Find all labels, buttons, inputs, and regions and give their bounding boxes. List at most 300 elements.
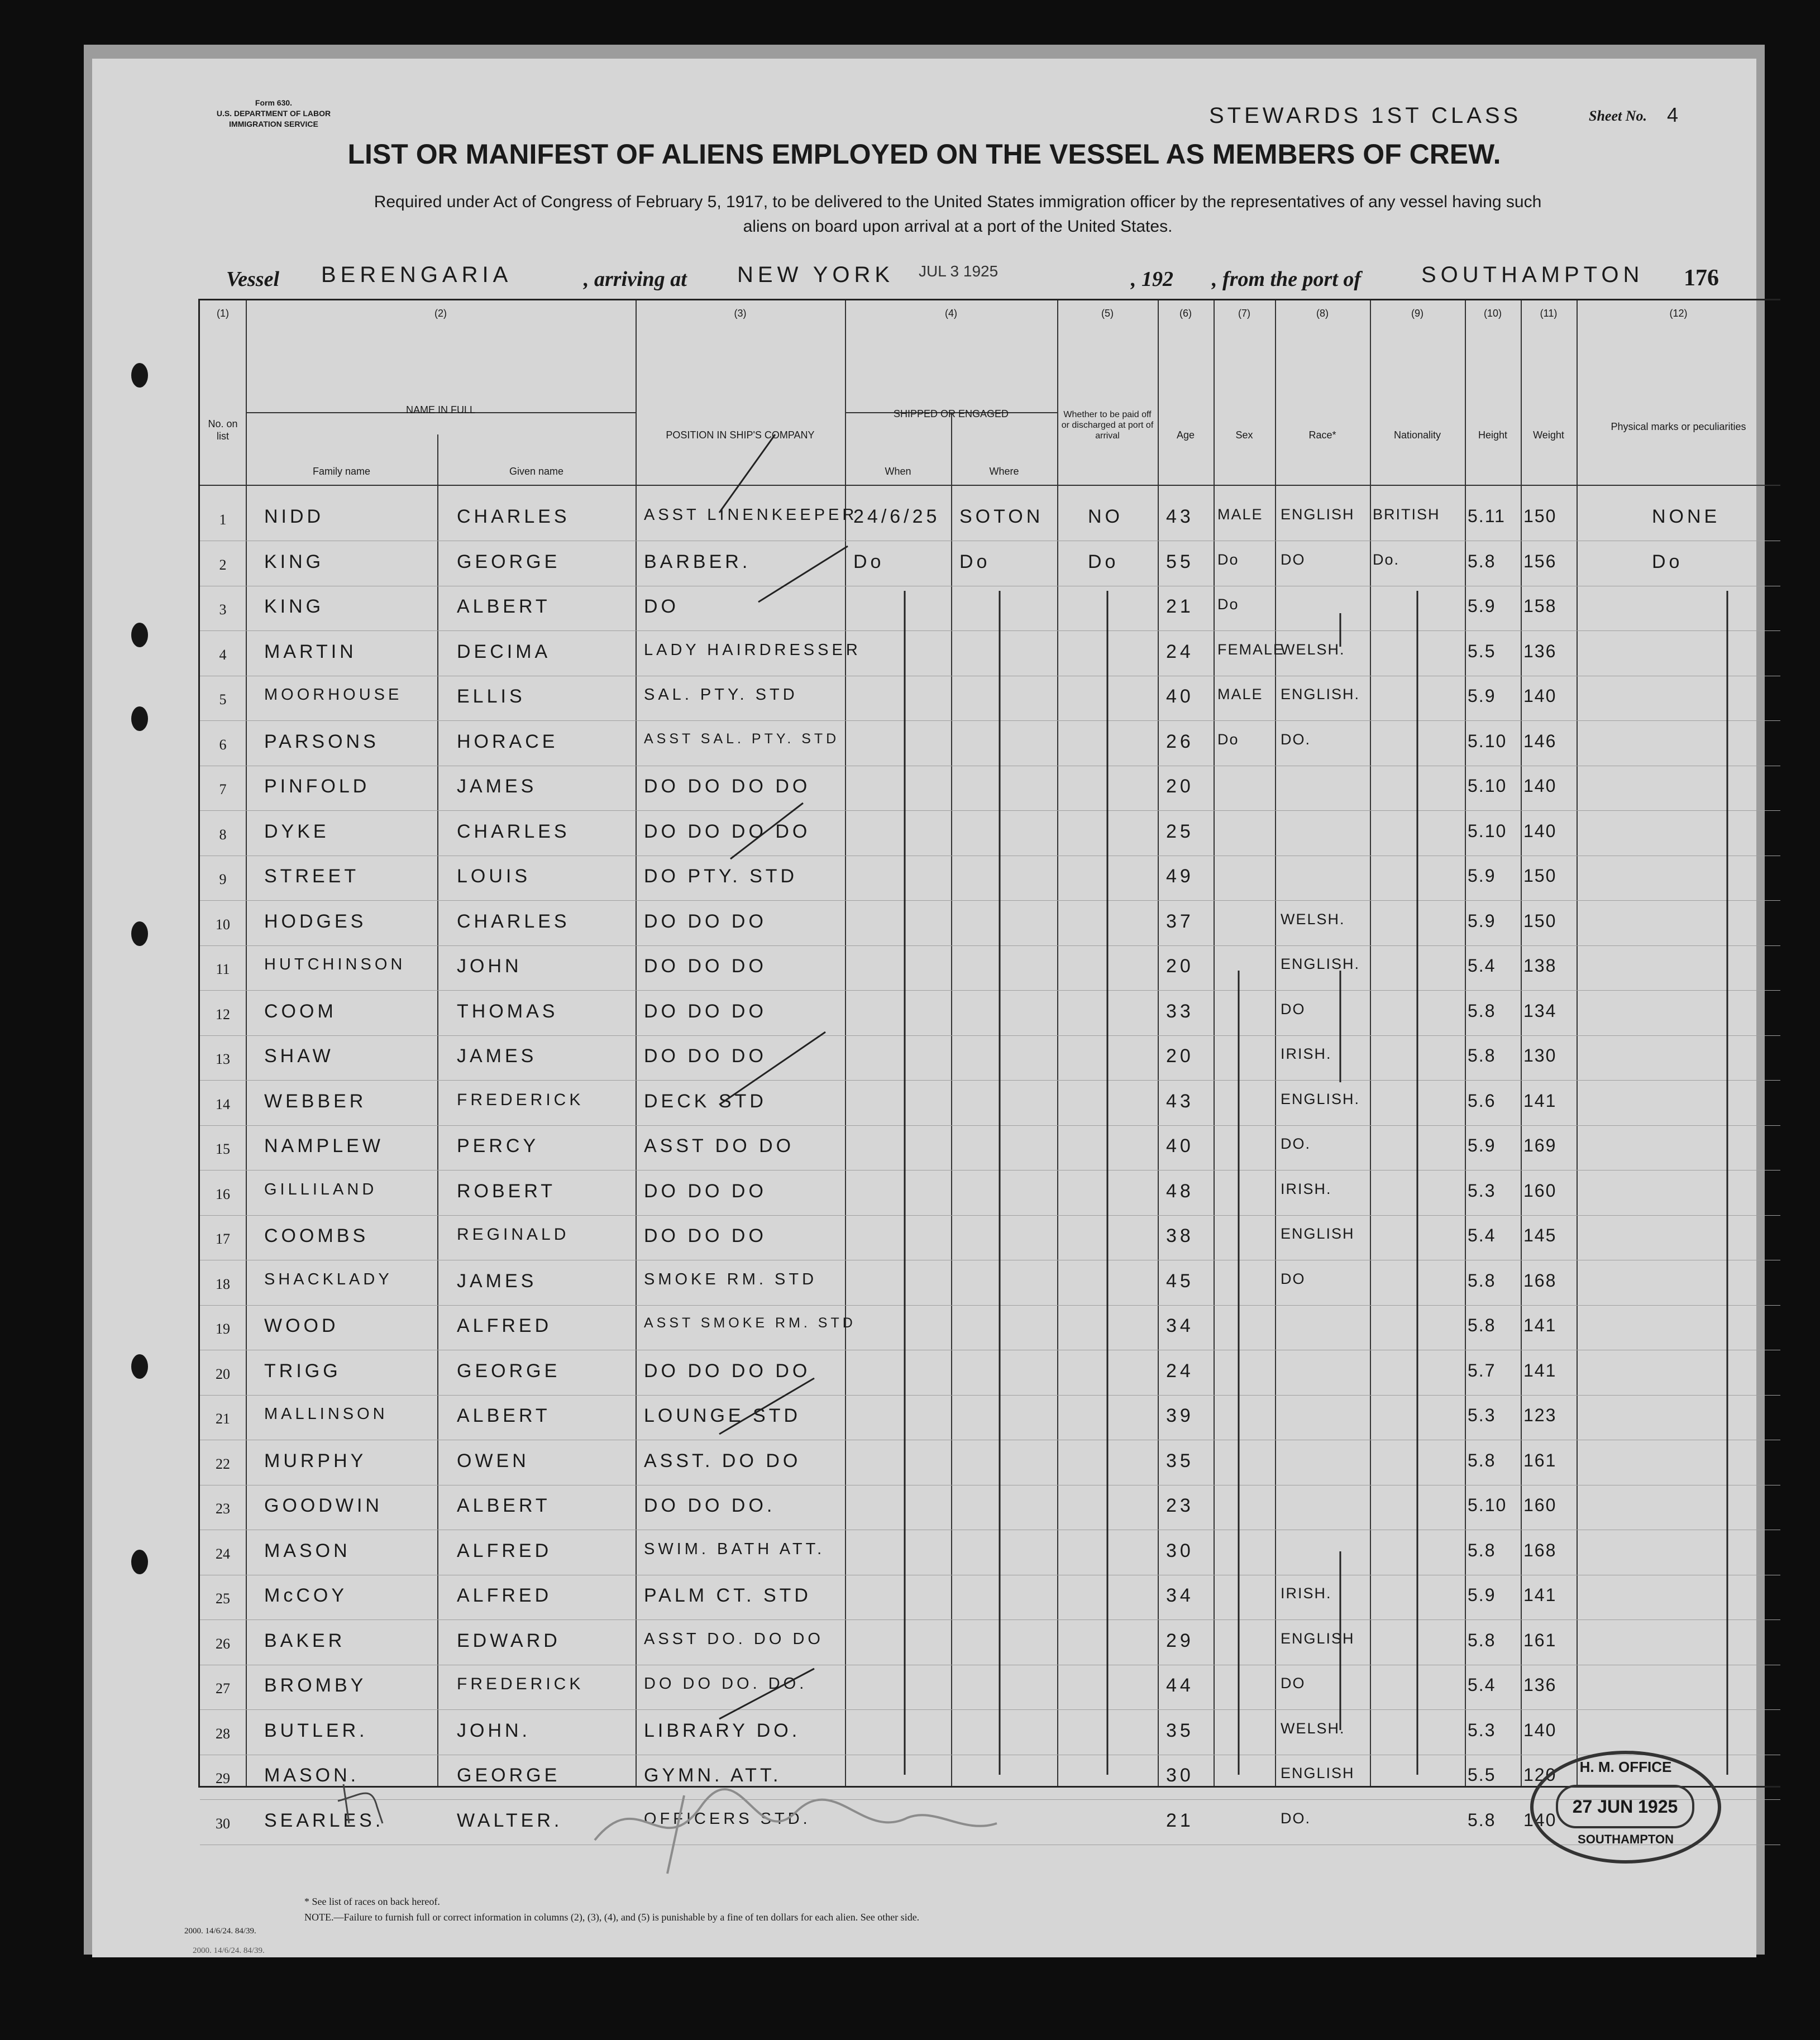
row-number: 23 [216, 1501, 230, 1517]
race: DO. [1281, 1809, 1311, 1827]
age: 49 [1166, 866, 1194, 887]
age: 34 [1166, 1585, 1194, 1606]
weight: 141 [1523, 1360, 1557, 1380]
shipped-where: SOTON [959, 506, 1044, 527]
sheet-label: Sheet No. [1589, 108, 1647, 124]
header-paid-off: Whether to be paid off or discharged at port of arrival [1061, 410, 1154, 441]
row-number: 12 [216, 1006, 230, 1023]
age: 26 [1166, 730, 1194, 752]
stamp-place: SOUTHAMPTON [1578, 1832, 1674, 1846]
given-name: FREDERICK [457, 1675, 584, 1693]
physical-marks: Do [1652, 551, 1683, 572]
given-name: GEORGE [457, 551, 561, 572]
header-where: Where [989, 466, 1019, 477]
given-name: HORACE [457, 730, 558, 752]
department: U.S. DEPARTMENT OF LABOR [216, 109, 331, 118]
subtitle-line-2: aliens on board upon arrival at a port of the United States. [743, 217, 1173, 236]
subtitle-line-1: Required under Act of Congress of February 5, 1917, to be delivered to the United States immigration officer by the representatives of any vessel having such [374, 193, 1542, 211]
height: 5.8 [1468, 1450, 1496, 1470]
given-name: ALBERT [457, 596, 551, 617]
given-name: ALBERT [457, 1405, 551, 1426]
height: 5.4 [1468, 1225, 1496, 1245]
sex: Do [1217, 596, 1239, 613]
given-name: FREDERICK [457, 1090, 584, 1109]
header-position: POSITION IN SHIP'S COMPANY [666, 429, 815, 441]
race: IRISH. [1281, 1045, 1332, 1062]
height: 5.8 [1468, 1270, 1496, 1291]
position: ASST DO. DO DO [644, 1630, 824, 1648]
given-name: JAMES [457, 1045, 537, 1067]
position: DO DO DO DO [644, 1360, 811, 1382]
race: WELSH. [1281, 910, 1345, 928]
position: DO DO DO [644, 1045, 767, 1067]
position: ASST. DO DO [644, 1450, 801, 1472]
age: 20 [1166, 1045, 1194, 1067]
race: IRISH. [1281, 1180, 1332, 1197]
weight: 141 [1523, 1090, 1557, 1111]
row-number: 20 [216, 1365, 230, 1382]
family-name: KING [264, 551, 324, 572]
race: ENGLISH. [1281, 1090, 1360, 1107]
position: LADY HAIRDRESSER [644, 641, 861, 659]
row-number: 18 [216, 1275, 230, 1292]
age: 35 [1166, 1719, 1194, 1741]
print-code: 2000. 14/6/24. 84/39. [193, 1946, 265, 1955]
row-number: 2 [219, 556, 227, 573]
given-name: REGINALD [457, 1225, 570, 1244]
year-label: , 192 [1131, 267, 1173, 291]
age: 55 [1166, 551, 1194, 572]
row-number: 16 [216, 1186, 230, 1202]
punch-hole [131, 623, 148, 647]
height: 5.9 [1468, 866, 1496, 886]
position: SMOKE RM. STD [644, 1270, 818, 1288]
age: 37 [1166, 910, 1194, 932]
arriving-label: , arriving at [584, 267, 687, 291]
family-name: MALLINSON [264, 1405, 388, 1423]
stamp-office: H. M. OFFICE [1579, 1759, 1672, 1775]
col-num-12: (12) [1669, 308, 1688, 319]
family-name: NAMPLEW [264, 1135, 384, 1157]
age: 33 [1166, 1000, 1194, 1022]
age: 23 [1166, 1495, 1194, 1516]
family-name: BUTLER. [264, 1719, 368, 1741]
given-name: EDWARD [457, 1630, 561, 1651]
position: DO [644, 596, 679, 617]
row-number: 28 [216, 1725, 230, 1742]
race: DO [1281, 1270, 1306, 1287]
age: 34 [1166, 1315, 1194, 1336]
form-number: Form 630. [255, 98, 293, 107]
height: 5.5 [1468, 1765, 1496, 1785]
row-number: 3 [219, 601, 227, 618]
weight: 161 [1523, 1630, 1557, 1650]
col-num-2: (2) [434, 308, 447, 319]
position: SWIM. BATH ATT. [644, 1540, 825, 1558]
family-name: COOMBS [264, 1225, 369, 1246]
race: ENGLISH [1281, 1630, 1355, 1647]
weight: 169 [1523, 1135, 1557, 1155]
weight: 136 [1523, 1675, 1557, 1695]
header-weight: Weight [1533, 429, 1564, 441]
col-num-6: (6) [1179, 308, 1192, 319]
nationality: BRITISH [1373, 506, 1440, 523]
weight: 150 [1523, 910, 1557, 931]
row-number: 7 [219, 781, 227, 797]
height: 5.7 [1468, 1360, 1496, 1380]
given-name: ALFRED [457, 1585, 552, 1606]
position: PALM CT. STD [644, 1585, 811, 1606]
subtitle [204, 190, 1712, 239]
weight: 140 [1523, 686, 1557, 706]
col-num-4: (4) [945, 308, 957, 319]
col-num-9: (9) [1411, 308, 1423, 319]
height: 5.8 [1468, 1000, 1496, 1021]
race: DO [1281, 551, 1306, 568]
height: 5.11 [1468, 506, 1506, 526]
given-name: JOHN [457, 955, 522, 977]
weight: 138 [1523, 955, 1557, 976]
given-name: PERCY [457, 1135, 539, 1157]
nationality: Do. [1373, 551, 1400, 568]
position: DECK STD [644, 1090, 767, 1112]
weight: 168 [1523, 1270, 1557, 1291]
age: 38 [1166, 1225, 1194, 1246]
height: 5.10 [1468, 1495, 1507, 1515]
office-stamp [1530, 1751, 1721, 1864]
header-nationality: Nationality [1393, 429, 1441, 441]
position: ASST LINENKEEPER [644, 506, 858, 524]
age: 30 [1166, 1540, 1194, 1561]
weight: 168 [1523, 1540, 1557, 1560]
position: OFFICERS STD. [644, 1809, 811, 1828]
age: 44 [1166, 1675, 1194, 1696]
row-number: 5 [219, 691, 227, 708]
continuation-lines [200, 300, 1780, 1786]
height: 5.8 [1468, 1540, 1496, 1560]
family-name: MASON. [264, 1765, 360, 1786]
page-title: LIST OR MANIFEST OF ALIENS EMPLOYED ON THE VESSEL AS MEMBERS OF CREW. [347, 138, 1501, 170]
position: DO DO DO. DO. [644, 1675, 808, 1693]
height: 5.4 [1468, 955, 1496, 976]
vessel-label: Vessel [226, 267, 279, 291]
family-name: WOOD [264, 1315, 339, 1336]
shipped-when: 24/6/25 [853, 506, 940, 527]
family-name: KING [264, 596, 324, 617]
race: DO [1281, 1675, 1306, 1692]
age: 25 [1166, 820, 1194, 842]
given-name: ROBERT [457, 1180, 556, 1202]
height: 5.3 [1468, 1180, 1496, 1201]
age: 45 [1166, 1270, 1194, 1292]
age: 20 [1166, 776, 1194, 797]
row-number: 11 [216, 961, 230, 977]
position: DO DO DO DO [644, 820, 811, 842]
punch-hole [131, 706, 148, 731]
row-number: 21 [216, 1411, 230, 1427]
height: 5.3 [1468, 1719, 1496, 1740]
weight: 160 [1523, 1180, 1557, 1201]
family-name: GOODWIN [264, 1495, 383, 1516]
position: DO PTY. STD [644, 866, 798, 887]
race: IRISH. [1281, 1585, 1332, 1602]
age: 35 [1166, 1450, 1194, 1472]
given-name: THOMAS [457, 1000, 558, 1022]
position: LOUNGE STD [644, 1405, 801, 1426]
header-sex: Sex [1235, 429, 1253, 441]
row-number: 17 [216, 1231, 230, 1247]
race: DO [1281, 1000, 1306, 1017]
shipped-when: Do [853, 551, 885, 572]
given-name: CHARLES [457, 506, 570, 527]
weight: 136 [1523, 641, 1557, 661]
shipped-where: Do [959, 551, 991, 572]
col-num-1: (1) [217, 308, 229, 319]
weight: 150 [1523, 866, 1557, 886]
header-name-in-full: NAME IN FULL [405, 404, 476, 415]
weight: 140 [1523, 1809, 1557, 1830]
header-no-on-list: No. on list [208, 418, 238, 442]
page-number: 176 [1684, 265, 1719, 291]
row-number: 14 [216, 1096, 230, 1112]
position: ASST DO DO [644, 1135, 795, 1157]
height: 5.10 [1468, 820, 1507, 841]
family-name: MARTIN [264, 641, 357, 662]
row-number: 4 [219, 646, 227, 663]
footnote-note: NOTE.—Failure to furnish full or correct information in columns (2), (3), (4), and (5) is punishable by a fine of ten dollars for each alien. See other side. [304, 1912, 920, 1923]
given-name: OWEN [457, 1450, 529, 1472]
row-number: 25 [216, 1590, 230, 1607]
race: ENGLISH. [1281, 686, 1360, 703]
family-name: NIDD [264, 506, 324, 527]
weight: 140 [1523, 776, 1557, 796]
height: 5.8 [1468, 1045, 1496, 1066]
weight: 156 [1523, 551, 1557, 571]
row-number: 19 [216, 1321, 230, 1337]
col-num-8: (8) [1316, 308, 1329, 319]
row-number: 24 [216, 1545, 230, 1562]
weight: 120 [1523, 1765, 1557, 1785]
from-label: , from the port of [1212, 267, 1362, 291]
family-name: MURPHY [264, 1450, 367, 1472]
weight: 130 [1523, 1045, 1557, 1066]
family-name: SHACKLADY [264, 1270, 393, 1288]
position: DO DO DO [644, 910, 767, 932]
punch-hole [131, 363, 148, 388]
sex: Do [1217, 551, 1239, 568]
row-number: 6 [219, 736, 227, 753]
family-name: GILLILAND [264, 1180, 378, 1198]
row-number: 10 [216, 916, 230, 933]
given-name: GEORGE [457, 1765, 561, 1786]
stamp-date: 27 JUN 1925 [1556, 1785, 1694, 1828]
age: 30 [1166, 1765, 1194, 1786]
race: ENGLISH [1281, 1225, 1355, 1242]
physical-marks: NONE [1652, 506, 1721, 527]
family-name: SEARLES. [264, 1809, 384, 1831]
col-num-10: (10) [1483, 308, 1502, 319]
header-marks: Physical marks or peculiarities [1611, 421, 1746, 432]
header-height: Height [1478, 429, 1508, 441]
header-age: Age [1176, 429, 1195, 441]
weight: 150 [1523, 506, 1557, 526]
date-stamp: JUL 3 1925 [919, 262, 999, 280]
given-name: JOHN. [457, 1719, 531, 1741]
weight: 123 [1523, 1405, 1557, 1425]
height: 5.9 [1468, 596, 1496, 616]
height: 5.8 [1468, 1809, 1496, 1830]
sex: Do [1217, 730, 1239, 748]
weight: 141 [1523, 1585, 1557, 1605]
age: 21 [1166, 596, 1194, 617]
family-name: HODGES [264, 910, 367, 932]
family-name: COOM [264, 1000, 337, 1022]
vessel-name: BERENGARIA [321, 262, 513, 287]
header-shipped: SHIPPED OR ENGAGED [893, 408, 1009, 419]
header-family-name: Family name [312, 466, 371, 477]
age: 21 [1166, 1809, 1194, 1831]
position: DO DO DO. [644, 1495, 776, 1516]
age: 24 [1166, 641, 1194, 662]
height: 5.8 [1468, 1315, 1496, 1335]
given-name: WALTER. [457, 1809, 563, 1831]
age: 40 [1166, 1135, 1194, 1157]
header-when: When [885, 466, 911, 477]
row-number: 26 [216, 1635, 230, 1652]
race: WELSH. [1281, 1719, 1345, 1737]
age: 40 [1166, 686, 1194, 707]
given-name: CHARLES [457, 910, 570, 932]
given-name: JAMES [457, 776, 537, 797]
family-name: PINFOLD [264, 776, 370, 797]
race: DO. [1281, 1135, 1311, 1152]
col-num-7: (7) [1238, 308, 1250, 319]
initials-mark [327, 1779, 394, 1829]
arriving-port: NEW YORK [737, 262, 895, 287]
position: DO DO DO [644, 955, 767, 977]
race: DO. [1281, 730, 1311, 748]
row-number: 8 [219, 826, 227, 843]
given-name: CHARLES [457, 820, 570, 842]
family-name: STREET [264, 866, 360, 887]
row-number: 1 [219, 512, 227, 528]
family-name: MOORHOUSE [264, 686, 403, 704]
position: SAL. PTY. STD [644, 686, 798, 704]
punch-hole [131, 921, 148, 946]
age: 48 [1166, 1180, 1194, 1202]
position: ASST SMOKE RM. STD [644, 1315, 856, 1331]
weight: 161 [1523, 1450, 1557, 1470]
height: 5.10 [1468, 776, 1507, 796]
row-number: 29 [216, 1770, 230, 1786]
given-name: DECIMA [457, 641, 551, 662]
height: 5.5 [1468, 641, 1496, 661]
weight: 146 [1523, 730, 1557, 751]
height: 5.8 [1468, 551, 1496, 571]
family-name: DYKE [264, 820, 329, 842]
height: 5.9 [1468, 686, 1496, 706]
punch-hole [131, 1550, 148, 1574]
given-name: ALFRED [457, 1315, 552, 1336]
position: ASST SAL. PTY. STD [644, 730, 840, 747]
weight: 160 [1523, 1495, 1557, 1515]
paid-off: NO [1088, 506, 1123, 527]
age: 39 [1166, 1405, 1194, 1426]
row-number: 22 [216, 1455, 230, 1472]
position: DO DO DO [644, 1225, 767, 1246]
given-name: ALFRED [457, 1540, 552, 1561]
given-name: JAMES [457, 1270, 537, 1292]
weight: 141 [1523, 1315, 1557, 1335]
position: DO DO DO [644, 1000, 767, 1022]
age: 29 [1166, 1630, 1194, 1651]
height: 5.6 [1468, 1090, 1496, 1111]
weight: 145 [1523, 1225, 1557, 1245]
punch-hole [131, 1354, 148, 1379]
sex: MALE [1217, 686, 1263, 703]
col-num-5: (5) [1101, 308, 1114, 319]
weight: 134 [1523, 1000, 1557, 1021]
row-number: 15 [216, 1141, 230, 1157]
height: 5.4 [1468, 1675, 1496, 1695]
footnote-races: * See list of races on back hereof. [304, 1896, 440, 1907]
height: 5.10 [1468, 730, 1507, 751]
from-port: SOUTHAMPTON [1421, 262, 1644, 287]
header-given-name: Given name [509, 466, 564, 477]
vessel-line [92, 262, 1756, 296]
height: 5.8 [1468, 1630, 1496, 1650]
print-code: 2000. 14/6/24. 84/39. [184, 1927, 256, 1936]
given-name: ELLIS [457, 686, 526, 707]
height: 5.9 [1468, 1135, 1496, 1155]
weight: 158 [1523, 596, 1557, 616]
age: 43 [1166, 1090, 1194, 1112]
race: ENGLISH [1281, 1765, 1355, 1781]
family-name: PARSONS [264, 730, 379, 752]
height: 5.3 [1468, 1405, 1496, 1425]
sheet-number: 4 [1667, 103, 1682, 126]
col-num-3: (3) [734, 308, 747, 319]
row-number: 13 [216, 1051, 230, 1067]
family-name: McCOY [264, 1585, 347, 1606]
age: 24 [1166, 1360, 1194, 1382]
height: 5.9 [1468, 910, 1496, 931]
given-name: ALBERT [457, 1495, 551, 1516]
form-identifier [184, 98, 363, 130]
family-name: SHAW [264, 1045, 334, 1067]
sex: FEMALE [1217, 641, 1285, 658]
row-number: 9 [219, 871, 227, 887]
weight: 140 [1523, 820, 1557, 841]
position: LIBRARY DO. [644, 1719, 801, 1741]
age: 20 [1166, 955, 1194, 977]
age: 43 [1166, 506, 1194, 527]
family-name: BROMBY [264, 1675, 367, 1696]
paid-off: Do [1088, 551, 1119, 572]
height: 5.9 [1468, 1585, 1496, 1605]
position: GYMN. ATT. [644, 1765, 782, 1786]
family-name: HUTCHINSON [264, 955, 406, 973]
race: ENGLISH [1281, 506, 1355, 523]
family-name: TRIGG [264, 1360, 341, 1382]
position: DO DO DO [644, 1180, 767, 1202]
weight: 140 [1523, 1719, 1557, 1740]
row-number: 30 [216, 1815, 230, 1832]
race: ENGLISH. [1281, 955, 1360, 972]
service: IMMIGRATION SERVICE [229, 120, 318, 128]
family-name: MASON [264, 1540, 351, 1561]
given-name: LOUIS [457, 866, 531, 887]
